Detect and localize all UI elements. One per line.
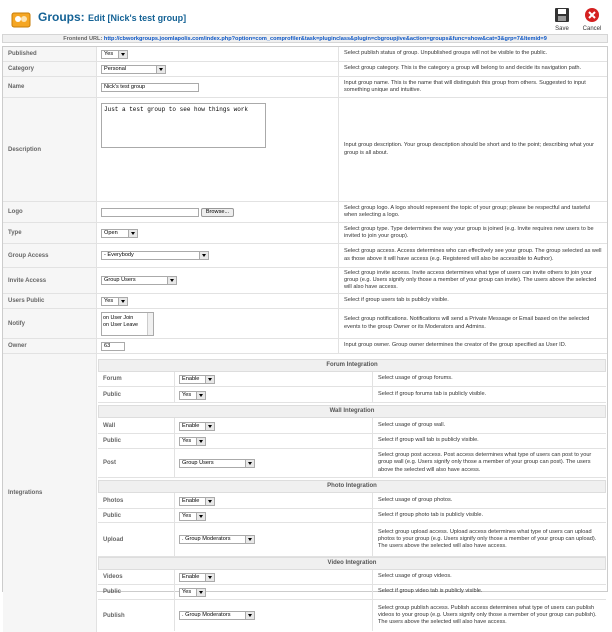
row-owner	[3, 339, 607, 354]
chevron-down-icon	[196, 438, 205, 445]
videos-publish-desc: Select group publish access. Publish access determines what type of users can publish videos to your group (e.g. Users signify only those a member of your group can publish). The users above the selected will also have access.	[378, 604, 597, 626]
photos-upload-value: . Group Moderators	[182, 536, 231, 542]
page-title	[38, 10, 186, 24]
chevron-down-icon	[199, 252, 208, 259]
photos-public-value: Yes	[182, 513, 192, 519]
chevron-down-icon	[205, 376, 214, 383]
type-value: Open	[104, 230, 118, 236]
wall-post-label: Post	[98, 449, 175, 477]
save-label: Save	[555, 26, 569, 32]
row-photos	[98, 493, 606, 509]
chevron-down-icon	[196, 589, 205, 596]
cancel-button[interactable]	[579, 4, 605, 34]
save-icon	[554, 7, 570, 23]
description-desc: Input group description. Your group description should be short and to the point; describing what your group is all about.	[344, 142, 595, 156]
users-public-desc: Select if group users tab is publicly visible.	[344, 297, 449, 304]
chevron-down-icon	[167, 277, 176, 284]
chevron-down-icon	[205, 498, 214, 505]
save-button[interactable]	[549, 4, 575, 34]
videos-value: Enable	[182, 574, 200, 580]
notify-multiselect[interactable]	[101, 312, 154, 336]
videos-public-value: Yes	[182, 589, 192, 595]
photos-upload-desc: Select group upload access. Upload access determines what type of users can upload photos to your group (e.g. Users signify only those a member of your group can upload). The users above the selected will also have access.	[378, 528, 597, 550]
row-wall-public	[98, 434, 606, 449]
row-category	[3, 62, 607, 77]
forum-label: Forum	[98, 372, 175, 386]
row-invite-access	[3, 268, 607, 294]
users-public-value: Yes	[104, 298, 114, 304]
invite-access-desc: Select group invite access. Invite access determines what type of users can invite others to join your group (e.g. Users signify only those a member of your group can invite). The users above the selected will also have access.	[344, 269, 597, 291]
videos-publish-select[interactable]	[179, 611, 255, 620]
forum-public-label: Public	[98, 387, 175, 402]
chevron-down-icon	[205, 423, 214, 430]
chevron-down-icon	[196, 392, 205, 399]
videos-publish-value: . Group Moderators	[182, 612, 231, 618]
chevron-down-icon	[205, 574, 214, 581]
invite-access-select[interactable]	[101, 276, 177, 285]
group-access-value: - Everybody	[104, 252, 134, 258]
groups-logo-icon	[11, 10, 31, 28]
category-label: Category	[3, 62, 97, 76]
chevron-down-icon	[156, 66, 165, 73]
row-photos-upload	[98, 523, 606, 557]
group-form	[2, 46, 608, 626]
video-integration-header: Video Integration	[98, 557, 606, 570]
photos-public-select[interactable]	[179, 512, 206, 521]
owner-input[interactable]: 63	[101, 342, 125, 351]
row-videos	[98, 570, 606, 585]
photos-upload-label: Upload	[98, 523, 175, 556]
photos-public-label: Public	[98, 509, 175, 522]
notify-label: Notify	[3, 309, 97, 338]
type-select[interactable]	[101, 229, 138, 238]
users-public-select[interactable]	[101, 297, 128, 306]
wall-public-value: Yes	[182, 438, 192, 444]
photos-upload-select[interactable]	[179, 535, 255, 544]
wall-public-select[interactable]	[179, 437, 206, 446]
row-videos-publish	[98, 600, 606, 631]
videos-publish-label: Publish	[98, 600, 175, 631]
chevron-down-icon	[245, 612, 254, 619]
videos-public-desc: Select if group video tab is publicly visible.	[378, 588, 483, 595]
name-desc: Input group name. This is the name that will distinguish this group from others. Suggested to input something unique and intuitive.	[344, 79, 586, 93]
photos-public-desc: Select if group photo tab is publicly visible.	[378, 511, 484, 518]
wall-post-select[interactable]	[179, 459, 255, 468]
row-description	[3, 98, 607, 202]
videos-label: Videos	[98, 570, 175, 584]
owner-desc: Input group owner. Group owner determines the creator of the group specified as User ID.	[344, 342, 567, 349]
wall-post-desc: Select group post access. Post access determines what type of users can post to your group wall (e.g. Users signify only those a member of your group can post). The users above the selected will also have access.	[378, 452, 592, 473]
header	[0, 0, 612, 34]
wall-public-label: Public	[98, 434, 175, 448]
description-textarea[interactable]: Just a test group to see how things work	[101, 103, 266, 148]
integrations-label: Integrations	[3, 354, 97, 632]
forum-public-desc: Select if group forums tab is publicly visible.	[378, 390, 487, 397]
cancel-label: Cancel	[582, 26, 602, 32]
frontend-url-bar	[2, 34, 608, 43]
scrollbar[interactable]	[147, 313, 153, 335]
cancel-icon	[584, 7, 600, 23]
photos-value: Enable	[182, 498, 200, 504]
notify-option-leave[interactable]: on User Leave	[103, 322, 139, 328]
logo-desc: Select group logo. A logo should represent the topic of your group; please be respectful and tasteful when selecting a logo.	[344, 204, 590, 218]
invite-access-label: Invite Access	[3, 268, 97, 293]
row-type	[3, 223, 607, 244]
description-label: Description	[3, 98, 97, 201]
name-input[interactable]: Nick's test group	[101, 83, 199, 92]
row-wall-post	[98, 449, 606, 478]
row-videos-public	[98, 585, 606, 600]
row-forum	[98, 372, 606, 387]
row-integrations	[3, 354, 607, 632]
owner-label: Owner	[3, 339, 97, 353]
videos-public-label: Public	[98, 585, 175, 599]
group-access-label: Group Access	[3, 244, 97, 267]
chevron-down-icon	[118, 51, 127, 58]
chevron-down-icon	[196, 513, 205, 520]
users-public-label: Users Public	[3, 294, 97, 308]
forum-integration-header: Forum Integration	[98, 359, 606, 372]
frontend-url-label: Frontend URL:	[63, 36, 103, 42]
chevron-down-icon	[118, 298, 127, 305]
videos-select[interactable]	[179, 573, 215, 582]
row-logo	[3, 202, 607, 223]
photos-desc: Select usage of group photos.	[378, 496, 453, 503]
published-label: Published	[3, 47, 97, 61]
wall-value: Enable	[182, 423, 200, 429]
title-subtitle: Edit [Nick's test group]	[88, 13, 187, 23]
title-main: Groups:	[38, 10, 85, 24]
logo-label: Logo	[3, 202, 97, 222]
wall-label: Wall	[98, 418, 175, 433]
notify-desc: Select group notifications. Notifications will send a Private Message or Email based on the selected events to the group Owner or its Moderators and Admins.	[344, 316, 590, 330]
row-forum-public	[98, 387, 606, 403]
forum-value: Enable	[182, 376, 200, 382]
type-desc: Select group type. Type determines the way your group is joined (e.g. Invite requires new users to be invited to join your group).	[344, 225, 594, 239]
photos-label: Photos	[98, 493, 175, 508]
videos-public-select[interactable]	[179, 588, 206, 597]
row-name	[3, 77, 607, 98]
category-value: Personal	[104, 66, 127, 72]
wall-public-desc: Select if group wall tab is publicly visible.	[378, 437, 479, 444]
wall-integration-header: Wall Integration	[98, 405, 606, 418]
published-select[interactable]	[101, 50, 128, 59]
chevron-down-icon	[245, 460, 254, 467]
chevron-down-icon	[245, 536, 254, 543]
forum-select[interactable]	[179, 375, 215, 384]
row-wall	[98, 418, 606, 434]
row-published	[3, 47, 607, 62]
published-desc: Select publish status of group. Unpublished groups will not be visible to the public.	[344, 50, 548, 57]
row-photos-public	[98, 509, 606, 523]
invite-access-value: Group Users	[104, 277, 136, 283]
row-users-public	[3, 294, 607, 309]
frontend-url-link[interactable]: http://cbworkgroups.joomlapolis.com/index.php?option=com_comprofiler&task=pluginclass&plugin=cbgroupjive&action=groups&func=show&cat=3&grp=7&Itemid=9	[103, 36, 547, 42]
photo-integration-header: Photo Integration	[98, 480, 606, 493]
group-access-select[interactable]	[101, 251, 209, 260]
notify-option-join[interactable]: on User Join	[103, 315, 134, 321]
browse-button[interactable]: Browse...	[201, 208, 234, 217]
type-label: Type	[3, 223, 97, 243]
forum-desc: Select usage of group forums.	[378, 375, 453, 382]
wall-desc: Select usage of group wall.	[378, 421, 446, 428]
wall-select[interactable]	[179, 422, 215, 431]
forum-public-value: Yes	[182, 392, 192, 398]
category-select[interactable]	[101, 65, 166, 74]
logo-file-input[interactable]	[101, 208, 199, 217]
row-group-access	[3, 244, 607, 268]
wall-post-value: Group Users	[182, 460, 214, 466]
photos-select[interactable]	[179, 497, 215, 506]
forum-public-select[interactable]	[179, 391, 206, 400]
category-desc: Select group category. This is the category a group will belong to and decide its navigation path.	[344, 65, 582, 72]
group-access-desc: Select group access. Access determines who can effectively see your group. The group selected as well as those above it will have access (e.g. Registered will also be accessible to Author).	[344, 248, 602, 262]
chevron-down-icon	[128, 230, 137, 237]
published-value: Yes	[104, 51, 114, 57]
row-notify	[3, 309, 607, 339]
name-label: Name	[3, 77, 97, 97]
videos-desc: Select usage of group videos.	[378, 573, 452, 580]
